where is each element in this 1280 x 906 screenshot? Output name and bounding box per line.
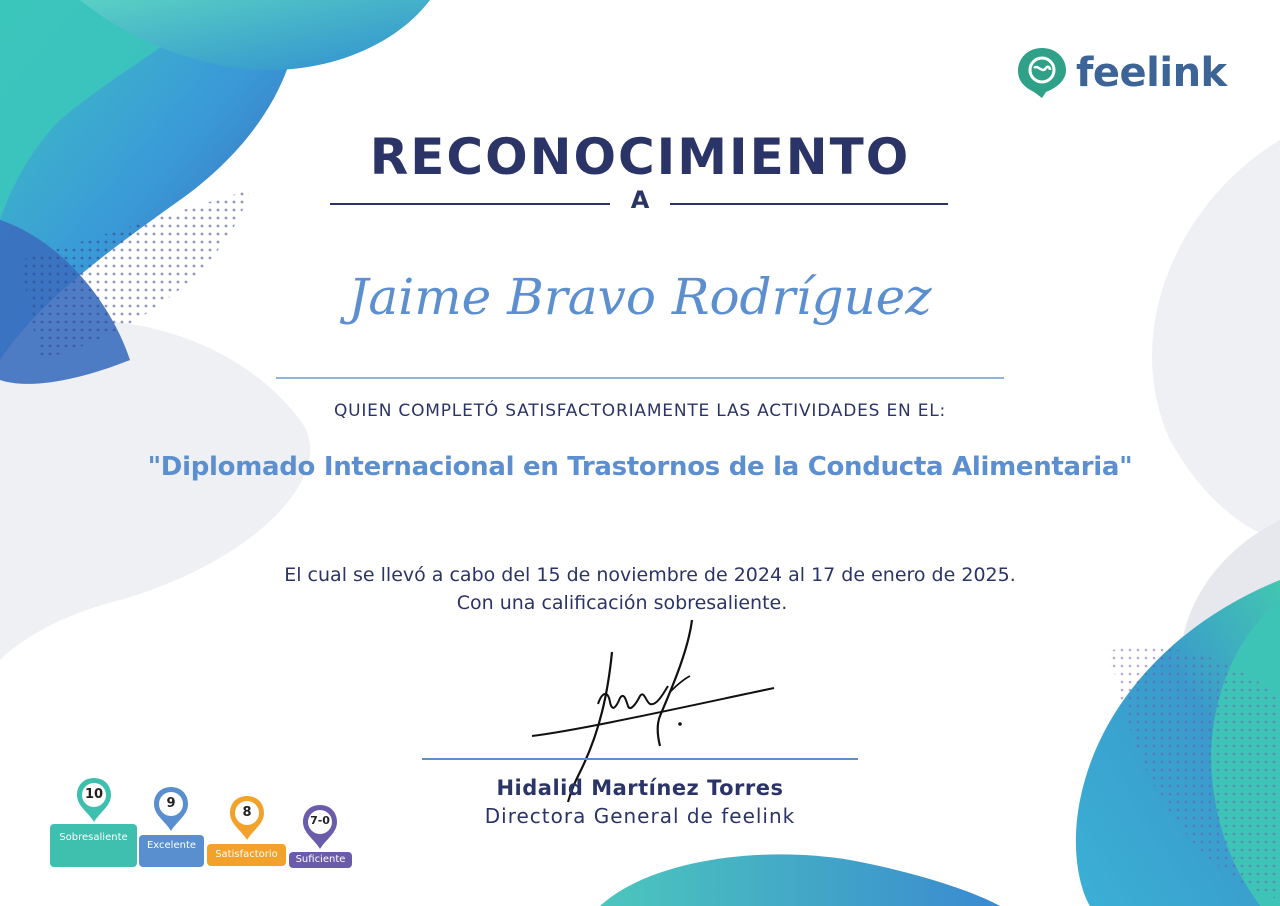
grade-label-badge: Satisfactorio (207, 844, 286, 866)
grade-score: 7-0 (310, 814, 330, 827)
certificate-subtitle: A (630, 186, 650, 214)
recipient-name: Jaime Bravo Rodríguez (348, 268, 932, 326)
completion-statement: QUIEN COMPLETÓ SATISFACTORIAMENTE LAS ACTIVIDADES EN EL: (333, 401, 947, 421)
course-dates: El cual se llevó a cabo del 15 de noviembre de 2024 al 17 de enero de 2025. (284, 564, 1016, 586)
feelink-logo-text: feelink (1076, 50, 1227, 96)
recipient-underline (276, 377, 1004, 379)
course-title: "Diplomado Internacional en Trastornos de la Conducta Alimentaria" (147, 452, 1133, 482)
signature-line (422, 758, 858, 760)
grade-pin-icon (300, 803, 340, 851)
feelink-pin-logo-icon (1016, 46, 1068, 100)
grade-label-badge: Excelente (139, 835, 204, 867)
grade-statement: Con una calificación sobresaliente. (456, 592, 788, 614)
signatory-name: Hidalid Martínez Torres (496, 776, 784, 800)
feelink-logo (1016, 46, 1227, 100)
signatory-role: Directora General de feelink (484, 804, 796, 828)
grade-label-badge: Sobresaliente (50, 824, 137, 867)
grade-score: 10 (84, 787, 104, 802)
grade-label-badge: Suficiente (289, 852, 352, 868)
certificate-title: RECONOCIMIENTO (369, 128, 911, 186)
grade-score: 9 (166, 796, 176, 811)
grade-score: 8 (242, 805, 252, 820)
